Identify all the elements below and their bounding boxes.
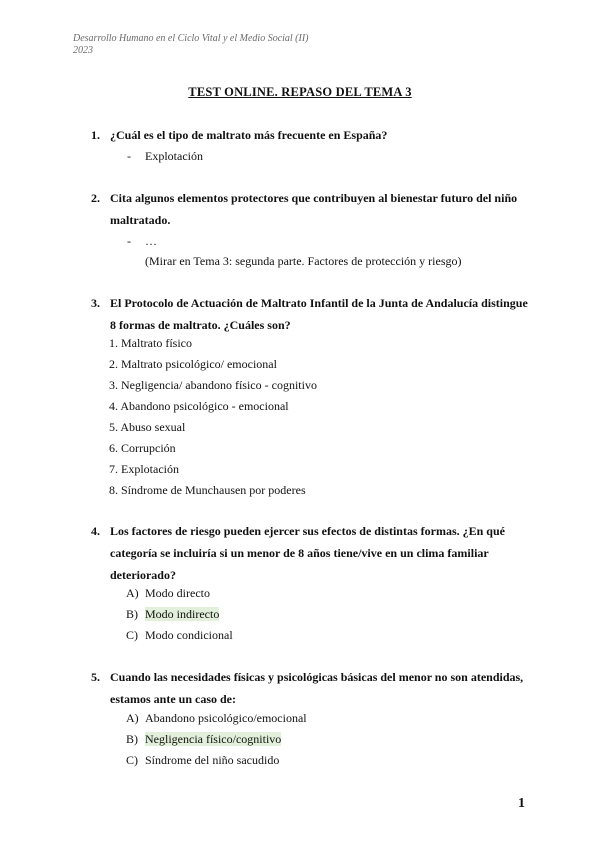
- option-a: [126, 709, 307, 727]
- question-number: 4.: [91, 524, 100, 538]
- option-letter: C): [126, 753, 138, 767]
- option-c: [126, 626, 233, 644]
- option-text: Modo condicional: [145, 628, 233, 642]
- list-item: 3. Negligencia/ abandono físico - cognitivo: [109, 378, 317, 392]
- list-item: 1. Maltrato físico: [109, 336, 192, 350]
- answer-bullet: -: [127, 149, 131, 163]
- question-4: [91, 520, 531, 586]
- option-c: [126, 751, 279, 769]
- question-5: [91, 666, 531, 710]
- option-text-highlighted: Negligencia físico/cognitivo: [145, 732, 282, 746]
- header-year: 2023: [73, 45, 93, 56]
- option-text-highlighted: Modo indirecto: [145, 607, 220, 621]
- question-number: 1.: [91, 128, 100, 142]
- list-item: 4. Abandono psicológico - emocional: [109, 399, 289, 413]
- option-letter: B): [126, 607, 138, 621]
- page-title: TEST ONLINE. REPASO DEL TEMA 3: [188, 85, 412, 99]
- question-text: El Protocolo de Actuación de Maltrato Infantil de la Junta de Andalucía distingue 8 formas de maltrato. ¿Cuáles son?: [110, 296, 528, 332]
- page-number: 1: [518, 796, 525, 811]
- list-item: 2. Maltrato psicológico/ emocional: [109, 357, 277, 371]
- question-text: Cita algunos elementos protectores que contribuyen al bienestar futuro del niño maltratado.: [110, 191, 518, 227]
- answer-text: …: [145, 234, 157, 248]
- option-letter: A): [126, 586, 139, 600]
- answer-text: Explotación: [145, 149, 203, 163]
- question-3: [91, 292, 531, 336]
- header-course-title: Desarrollo Humano en el Ciclo Vital y el Medio Social (II): [73, 33, 309, 44]
- question-text: ¿Cuál es el tipo de maltrato más frecuente en España?: [110, 128, 388, 142]
- question-text: Cuando las necesidades físicas y psicológicas básicas del menor no son atendidas, estamos ante un caso de:: [110, 670, 524, 706]
- option-letter: A): [126, 711, 139, 725]
- question-number: 5.: [91, 670, 100, 684]
- option-letter: B): [126, 732, 138, 746]
- question-number: 2.: [91, 191, 100, 205]
- answer-note: (Mirar en Tema 3: segunda parte. Factores de protección y riesgo): [145, 254, 462, 268]
- option-text: Modo directo: [145, 586, 210, 600]
- list-item: 7. Explotación: [109, 462, 179, 476]
- running-header: [73, 33, 309, 57]
- option-b-correct: [126, 605, 219, 623]
- question-number: 3.: [91, 296, 100, 310]
- option-b-correct: [126, 730, 281, 748]
- option-text: Síndrome del niño sacudido: [145, 753, 280, 767]
- list-item: 5. Abuso sexual: [109, 420, 186, 434]
- answer-bullet: -: [127, 234, 131, 248]
- option-text: Abandono psicológico/emocional: [145, 711, 307, 725]
- list-item: 6. Corrupción: [109, 441, 176, 455]
- list-item: 8. Síndrome de Munchausen por poderes: [109, 483, 306, 497]
- question-text: Los factores de riesgo pueden ejercer sus efectos de distintas formas. ¿En qué categoría se incluiría si un menor de 8 años tiene/vive en un clima familiar deteriorado?: [110, 524, 505, 582]
- option-a: [126, 584, 210, 602]
- question-1: [91, 124, 531, 146]
- option-letter: C): [126, 628, 138, 642]
- question-2: [91, 187, 531, 231]
